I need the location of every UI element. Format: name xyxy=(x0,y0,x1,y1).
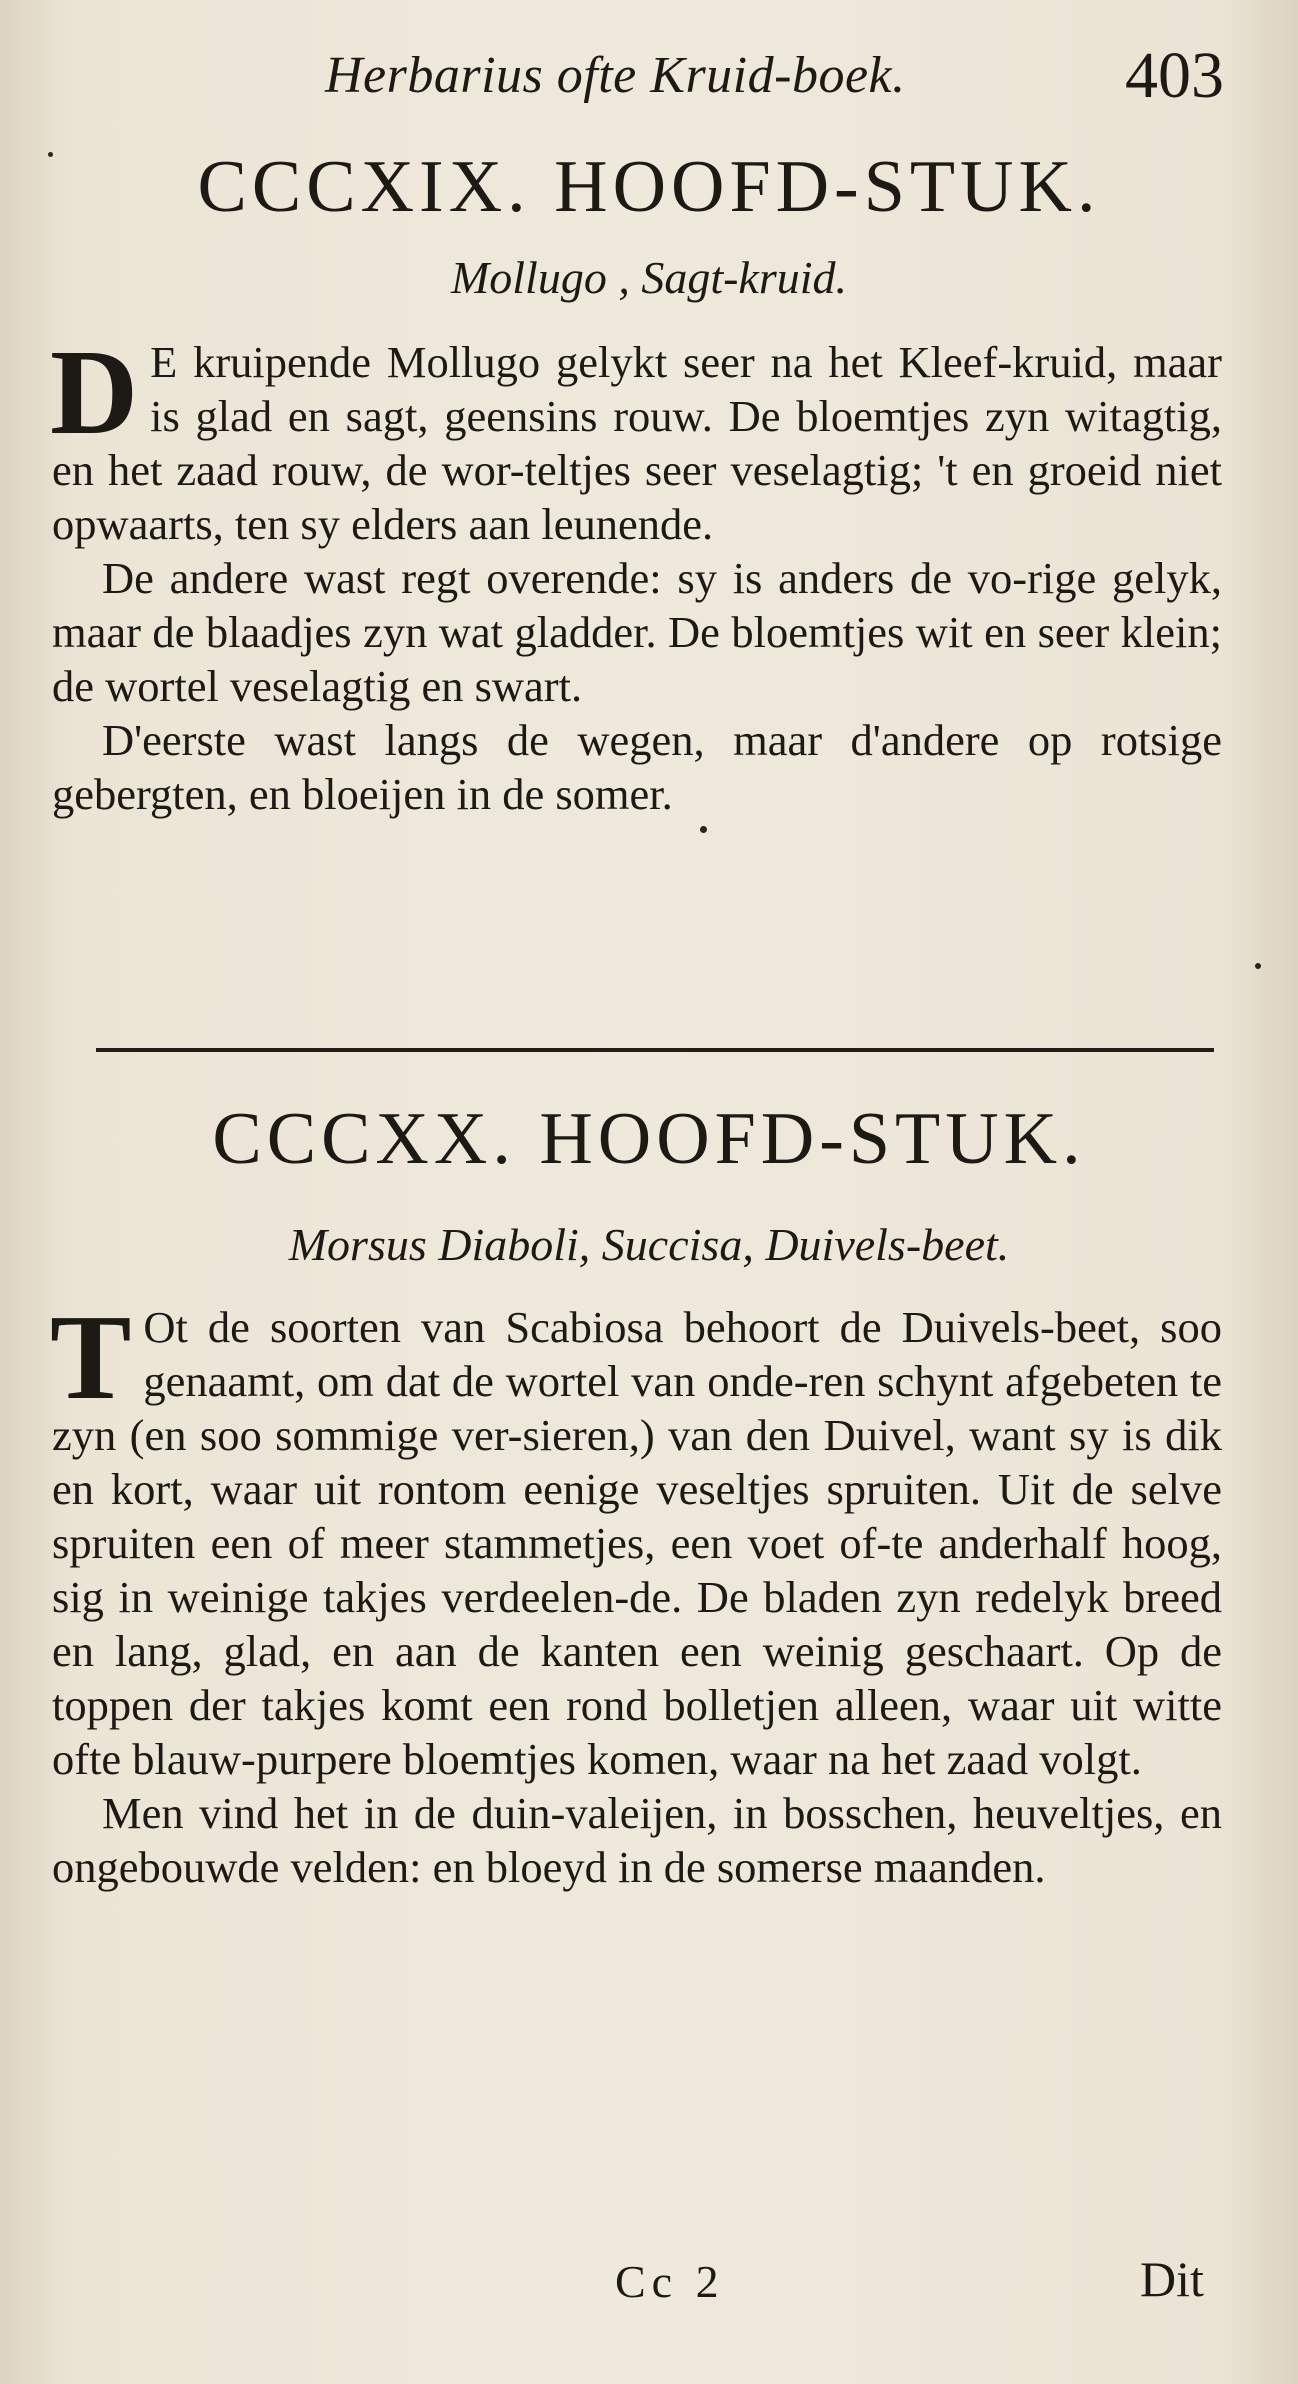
drop-cap: T xyxy=(50,1290,132,1425)
paragraph xyxy=(52,713,1222,821)
signature-mark: Cc 2 xyxy=(615,2256,725,2307)
drop-cap: D xyxy=(50,325,139,460)
paragraph-text: Ot de soorten van Scabiosa behoort de Duivels-beet, soo genaamt, om dat de wortel van onde-ren schynt afgebeten te zyn (en soo sommige ver-sieren,) van den Duivel, want sy is dik en kort, waar uit rontom eenige veseltjes spruiten. Uit de selve spruiten een of meer stammetjes, een voet of-te anderhalf hoog, sig in weinige takjes verdeelen-de. De bladen zyn redelyk breed en lang, glad, en aan de kanten een weinig geschaart. Op de toppen der takjes komt een rond bolletjen alleen, waar uit witte ofte blauw-purpere bloemtjes komen, waar na het zaad volgt. xyxy=(52,1302,1222,1784)
ink-speck xyxy=(48,152,53,157)
chapter-body-morsus-diaboli xyxy=(50,1290,1222,1894)
paragraph-text: D'eerste wast langs de wegen, maar d'andere op rotsige gebergten, en bloeijen in de somer. xyxy=(52,715,1222,819)
paragraph-text: E kruipende Mollugo gelykt seer na het Kleef-kruid, maar is glad en sagt, geensins rouw. De bloemtjes zyn witagtig, en het zaad rouw, de wor-teltjes seer veselagtig; 't en groeid niet opwaarts, ten sy elders aan leunende. xyxy=(52,337,1222,549)
paragraph-text: Men vind het in de duin-valeijen, in bosschen, heuveltjes, en ongebouwde velden: en bloeyd in de somerse maanden. xyxy=(52,1788,1222,1892)
ink-speck xyxy=(1255,963,1261,969)
paragraph xyxy=(52,1786,1222,1894)
page-number: 403 xyxy=(1125,39,1224,112)
running-head xyxy=(0,30,1298,120)
paragraph xyxy=(50,1290,1222,1786)
chapter-body-mollugo xyxy=(50,325,1222,821)
paragraph xyxy=(50,325,1222,551)
running-title: Herbarius ofte Kruid-boek. xyxy=(325,47,906,104)
chapter-heading-cccxx: CCCXX. HOOFD-STUK. xyxy=(212,1098,1086,1180)
paragraph xyxy=(52,551,1222,713)
paragraph-text: De andere wast regt overende: sy is anders de vo-rige gelyk, maar de blaadjes zyn wat gladder. De bloemtjes wit en seer klein; de wortel veselagtig en swart. xyxy=(52,553,1222,711)
chapter-subtitle-mollugo: Mollugo , Sagt-kruid. xyxy=(450,252,848,303)
chapter-subtitle-morsus-diaboli: Morsus Diaboli, Succisa, Duivels-beet. xyxy=(288,1219,1010,1270)
section-divider xyxy=(96,1048,1214,1052)
ink-speck xyxy=(700,826,707,833)
chapter-heading-cccxix: CCCXIX. HOOFD-STUK. xyxy=(197,146,1101,228)
catchword: Dit xyxy=(1140,2251,1204,2307)
